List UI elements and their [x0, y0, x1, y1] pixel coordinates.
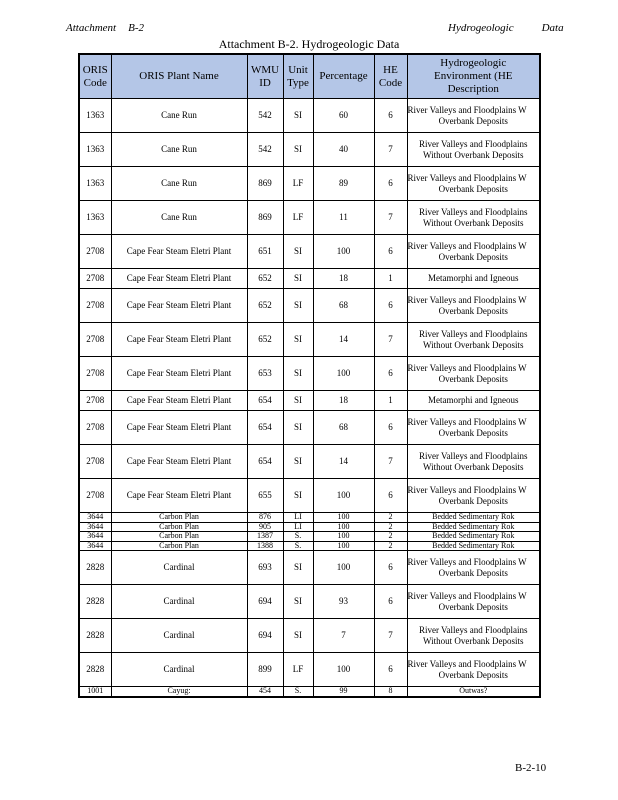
cell-percentage: 11: [313, 201, 374, 235]
running-header-right: [448, 22, 564, 34]
table-row: [79, 532, 540, 542]
cell-unit-type: S.: [283, 532, 313, 542]
environment-line-1: River Valleys and Floodplains W: [407, 416, 527, 427]
cell-oris-code: 2708: [79, 323, 111, 357]
page-number: B-2-10: [515, 762, 547, 774]
table-header-row: [79, 54, 540, 99]
cell-percentage: 68: [313, 289, 374, 323]
cell-wmu-id: 542: [247, 133, 283, 167]
cell-environment: [407, 513, 540, 523]
cell-environment: [407, 532, 540, 542]
cell-he-code: 7: [374, 619, 407, 653]
cell-unit-type: LI: [283, 513, 313, 523]
cell-environment: [407, 269, 540, 289]
cell-percentage: 100: [313, 357, 374, 391]
cell-wmu-id: 652: [247, 289, 283, 323]
cell-wmu-id: 653: [247, 357, 283, 391]
cell-he-code: 2: [374, 532, 407, 542]
cell-plant-name: Cape Fear Steam Eletri Plant: [111, 445, 247, 479]
environment-line-1: Metamorphi and Igneous: [428, 395, 519, 405]
environment-line-1: River Valleys and Floodplains W: [407, 484, 527, 495]
table-row: [79, 99, 540, 133]
environment-line-2: Overbank Deposits: [438, 373, 508, 384]
cell-oris-code: 2828: [79, 653, 111, 687]
cell-plant-name: Carbon Plan: [111, 541, 247, 551]
cell-wmu-id: 869: [247, 167, 283, 201]
environment-line-2: Overbank Deposits: [438, 115, 508, 126]
environment-line-1: Outwas?: [459, 686, 488, 696]
cell-oris-code: 2708: [79, 445, 111, 479]
cell-he-code: 6: [374, 99, 407, 133]
cell-oris-code: 2708: [79, 411, 111, 445]
cell-oris-code: 2828: [79, 551, 111, 585]
cell-wmu-id: 899: [247, 653, 283, 687]
cell-plant-name: Carbon Plan: [111, 522, 247, 532]
col-header-oris-code: ORIS Code: [79, 54, 111, 99]
table-row: [79, 133, 540, 167]
cell-oris-code: 3644: [79, 541, 111, 551]
cell-environment: [407, 479, 540, 513]
cell-percentage: 18: [313, 269, 374, 289]
cell-unit-type: SI: [283, 99, 313, 133]
page-title: Attachment B-2. Hydrogeologic Data: [218, 37, 400, 51]
cell-percentage: 40: [313, 133, 374, 167]
cell-unit-type: SI: [283, 289, 313, 323]
cell-environment: [407, 551, 540, 585]
cell-wmu-id: 694: [247, 585, 283, 619]
table-row: [79, 357, 540, 391]
cell-wmu-id: 905: [247, 522, 283, 532]
cell-he-code: 6: [374, 357, 407, 391]
cell-unit-type: LI: [283, 522, 313, 532]
cell-oris-code: 1363: [79, 133, 111, 167]
cell-he-code: 6: [374, 289, 407, 323]
cell-unit-type: S.: [283, 541, 313, 551]
cell-he-code: 2: [374, 522, 407, 532]
cell-oris-code: 2708: [79, 269, 111, 289]
cell-plant-name: Cayug:: [111, 687, 247, 697]
table-row: [79, 585, 540, 619]
cell-plant-name: Cardinal: [111, 585, 247, 619]
col-header-wmu-id: WMU ID: [247, 54, 283, 99]
cell-oris-code: 3644: [79, 532, 111, 542]
cell-environment: [407, 522, 540, 532]
cell-oris-code: 2708: [79, 235, 111, 269]
cell-wmu-id: 876: [247, 513, 283, 523]
table-row: [79, 619, 540, 653]
cell-environment: [407, 323, 540, 357]
environment-line-1: Bedded Sedimentary Rok: [432, 522, 515, 531]
cell-percentage: 100: [313, 653, 374, 687]
cell-percentage: 100: [313, 522, 374, 532]
cell-plant-name: Cape Fear Steam Eletri Plant: [111, 411, 247, 445]
cell-he-code: 6: [374, 479, 407, 513]
cell-wmu-id: 694: [247, 619, 283, 653]
cell-environment: [407, 357, 540, 391]
cell-percentage: 14: [313, 323, 374, 357]
table-row: [79, 201, 540, 235]
cell-environment: [407, 235, 540, 269]
cell-percentage: 7: [313, 619, 374, 653]
cell-oris-code: 1363: [79, 201, 111, 235]
table-body: [79, 99, 540, 697]
cell-wmu-id: 1388: [247, 541, 283, 551]
cell-plant-name: Cardinal: [111, 551, 247, 585]
cell-percentage: 14: [313, 445, 374, 479]
environment-line-1: River Valleys and Floodplains: [418, 138, 528, 149]
cell-environment: [407, 585, 540, 619]
cell-he-code: 2: [374, 513, 407, 523]
col-header-unit-type: Unit Type: [283, 54, 313, 99]
cell-unit-type: SI: [283, 445, 313, 479]
table-row: [79, 411, 540, 445]
environment-line-1: River Valleys and Floodplains W: [407, 362, 527, 373]
environment-line-1: River Valleys and Floodplains: [418, 624, 528, 635]
cell-he-code: 7: [374, 323, 407, 357]
cell-oris-code: 2708: [79, 357, 111, 391]
cell-unit-type: SI: [283, 585, 313, 619]
cell-wmu-id: 542: [247, 99, 283, 133]
cell-environment: [407, 133, 540, 167]
cell-percentage: 68: [313, 411, 374, 445]
cell-he-code: 7: [374, 445, 407, 479]
cell-percentage: 100: [313, 235, 374, 269]
cell-oris-code: 1363: [79, 167, 111, 201]
cell-unit-type: SI: [283, 357, 313, 391]
cell-unit-type: SI: [283, 619, 313, 653]
cell-percentage: 18: [313, 391, 374, 411]
cell-percentage: 100: [313, 551, 374, 585]
cell-wmu-id: 654: [247, 411, 283, 445]
header-attachment-label: Attachment: [66, 22, 117, 34]
cell-unit-type: LF: [283, 201, 313, 235]
cell-oris-code: 3644: [79, 513, 111, 523]
cell-plant-name: Cape Fear Steam Eletri Plant: [111, 269, 247, 289]
cell-he-code: 6: [374, 235, 407, 269]
cell-environment: [407, 201, 540, 235]
cell-he-code: 2: [374, 541, 407, 551]
cell-unit-type: SI: [283, 235, 313, 269]
cell-plant-name: Cane Run: [111, 99, 247, 133]
cell-unit-type: SI: [283, 323, 313, 357]
cell-environment: [407, 167, 540, 201]
environment-line-1: Bedded Sedimentary Rok: [432, 541, 515, 550]
environment-line-1: River Valleys and Floodplains W: [407, 172, 527, 183]
environment-line-1: River Valleys and Floodplains W: [407, 294, 527, 305]
cell-plant-name: Cape Fear Steam Eletri Plant: [111, 357, 247, 391]
table-row: [79, 391, 540, 411]
cell-wmu-id: 1387: [247, 532, 283, 542]
cell-percentage: 100: [313, 513, 374, 523]
running-header-left: [66, 22, 144, 34]
cell-percentage: 60: [313, 99, 374, 133]
cell-unit-type: SI: [283, 391, 313, 411]
environment-line-1: River Valleys and Floodplains: [418, 450, 528, 461]
cell-environment: [407, 445, 540, 479]
cell-unit-type: SI: [283, 269, 313, 289]
cell-he-code: 6: [374, 585, 407, 619]
cell-he-code: 1: [374, 269, 407, 289]
cell-oris-code: 2708: [79, 289, 111, 323]
environment-line-2: Overbank Deposits: [438, 567, 508, 578]
environment-line-1: Bedded Sedimentary Rok: [432, 512, 515, 522]
table-row: [79, 269, 540, 289]
environment-line-2: Overbank Deposits: [438, 601, 508, 612]
environment-line-1: River Valleys and Floodplains W: [407, 240, 527, 251]
table-row: [79, 541, 540, 551]
table-row: [79, 235, 540, 269]
cell-plant-name: Cane Run: [111, 167, 247, 201]
header-attachment-id: B-2: [128, 22, 144, 34]
table-row: [79, 445, 540, 479]
cell-unit-type: S.: [283, 687, 313, 697]
table-row: [79, 522, 540, 532]
cell-plant-name: Carbon Plan: [111, 513, 247, 523]
cell-he-code: 7: [374, 133, 407, 167]
environment-line-1: Metamorphi and Igneous: [428, 273, 519, 283]
cell-environment: [407, 99, 540, 133]
cell-plant-name: Cape Fear Steam Eletri Plant: [111, 391, 247, 411]
header-section-1: Hydrogeologic: [448, 22, 514, 34]
cell-environment: [407, 653, 540, 687]
environment-line-1: Bedded Sedimentary Rok: [432, 531, 515, 541]
hydrogeologic-data-table: [78, 53, 541, 698]
cell-wmu-id: 454: [247, 687, 283, 697]
cell-plant-name: Cape Fear Steam Eletri Plant: [111, 289, 247, 323]
environment-line-1: River Valleys and Floodplains W: [407, 658, 527, 669]
cell-wmu-id: 652: [247, 269, 283, 289]
cell-oris-code: 2828: [79, 585, 111, 619]
table-row: [79, 551, 540, 585]
environment-line-2: Overbank Deposits: [438, 427, 508, 438]
environment-line-2: Without Overbank Deposits: [422, 149, 524, 160]
cell-unit-type: SI: [283, 551, 313, 585]
cell-oris-code: 3644: [79, 522, 111, 532]
cell-oris-code: 2708: [79, 479, 111, 513]
cell-percentage: 100: [313, 532, 374, 542]
table-row: [79, 479, 540, 513]
col-header-environment: Hydrogeologic Environment (HE Description: [407, 54, 540, 99]
environment-line-2: Overbank Deposits: [438, 495, 508, 506]
cell-wmu-id: 693: [247, 551, 283, 585]
environment-line-1: River Valleys and Floodplains W: [407, 556, 527, 567]
cell-percentage: 93: [313, 585, 374, 619]
environment-line-2: Without Overbank Deposits: [422, 635, 524, 646]
col-header-percentage: Percentage: [313, 54, 374, 99]
cell-oris-code: 2828: [79, 619, 111, 653]
cell-environment: [407, 411, 540, 445]
table-row: [79, 653, 540, 687]
environment-line-2: Without Overbank Deposits: [422, 339, 524, 350]
environment-line-2: Without Overbank Deposits: [422, 461, 524, 472]
cell-environment: [407, 289, 540, 323]
cell-plant-name: Cane Run: [111, 201, 247, 235]
cell-environment: [407, 687, 540, 697]
cell-unit-type: SI: [283, 479, 313, 513]
cell-wmu-id: 652: [247, 323, 283, 357]
col-header-plant-name: ORIS Plant Name: [111, 54, 247, 99]
environment-line-2: Overbank Deposits: [438, 183, 508, 194]
cell-plant-name: Cardinal: [111, 619, 247, 653]
cell-environment: [407, 541, 540, 551]
cell-environment: [407, 619, 540, 653]
cell-wmu-id: 869: [247, 201, 283, 235]
cell-he-code: 6: [374, 653, 407, 687]
cell-wmu-id: 655: [247, 479, 283, 513]
environment-line-2: Overbank Deposits: [438, 305, 508, 316]
cell-he-code: 7: [374, 201, 407, 235]
environment-line-1: River Valleys and Floodplains W: [407, 104, 527, 115]
cell-plant-name: Cape Fear Steam Eletri Plant: [111, 235, 247, 269]
cell-wmu-id: 654: [247, 391, 283, 411]
cell-plant-name: Cape Fear Steam Eletri Plant: [111, 323, 247, 357]
cell-he-code: 6: [374, 167, 407, 201]
environment-line-1: River Valleys and Floodplains: [418, 206, 528, 217]
environment-line-2: Overbank Deposits: [438, 251, 508, 262]
table-row: [79, 687, 540, 697]
cell-environment: [407, 391, 540, 411]
cell-plant-name: Cape Fear Steam Eletri Plant: [111, 479, 247, 513]
table-row: [79, 323, 540, 357]
cell-unit-type: LF: [283, 167, 313, 201]
cell-oris-code: 1363: [79, 99, 111, 133]
cell-wmu-id: 654: [247, 445, 283, 479]
cell-plant-name: Carbon Plan: [111, 532, 247, 542]
table-row: [79, 513, 540, 523]
environment-line-2: Overbank Deposits: [438, 669, 508, 680]
cell-percentage: 100: [313, 479, 374, 513]
cell-percentage: 89: [313, 167, 374, 201]
environment-line-1: River Valleys and Floodplains: [418, 328, 528, 339]
cell-plant-name: Cardinal: [111, 653, 247, 687]
environment-line-1: River Valleys and Floodplains W: [407, 590, 527, 601]
cell-unit-type: SI: [283, 411, 313, 445]
table-row: [79, 289, 540, 323]
cell-percentage: 100: [313, 541, 374, 551]
cell-he-code: 6: [374, 411, 407, 445]
cell-wmu-id: 651: [247, 235, 283, 269]
cell-percentage: 99: [313, 687, 374, 697]
cell-unit-type: SI: [283, 133, 313, 167]
table-row: [79, 167, 540, 201]
cell-oris-code: 1001: [79, 687, 111, 697]
cell-he-code: 1: [374, 391, 407, 411]
cell-he-code: 6: [374, 551, 407, 585]
environment-line-2: Without Overbank Deposits: [422, 217, 524, 228]
cell-plant-name: Cane Run: [111, 133, 247, 167]
header-section-2: Data: [541, 22, 564, 34]
col-header-he-code: HE Code: [374, 54, 407, 99]
cell-unit-type: LF: [283, 653, 313, 687]
cell-he-code: 8: [374, 687, 407, 697]
cell-oris-code: 2708: [79, 391, 111, 411]
